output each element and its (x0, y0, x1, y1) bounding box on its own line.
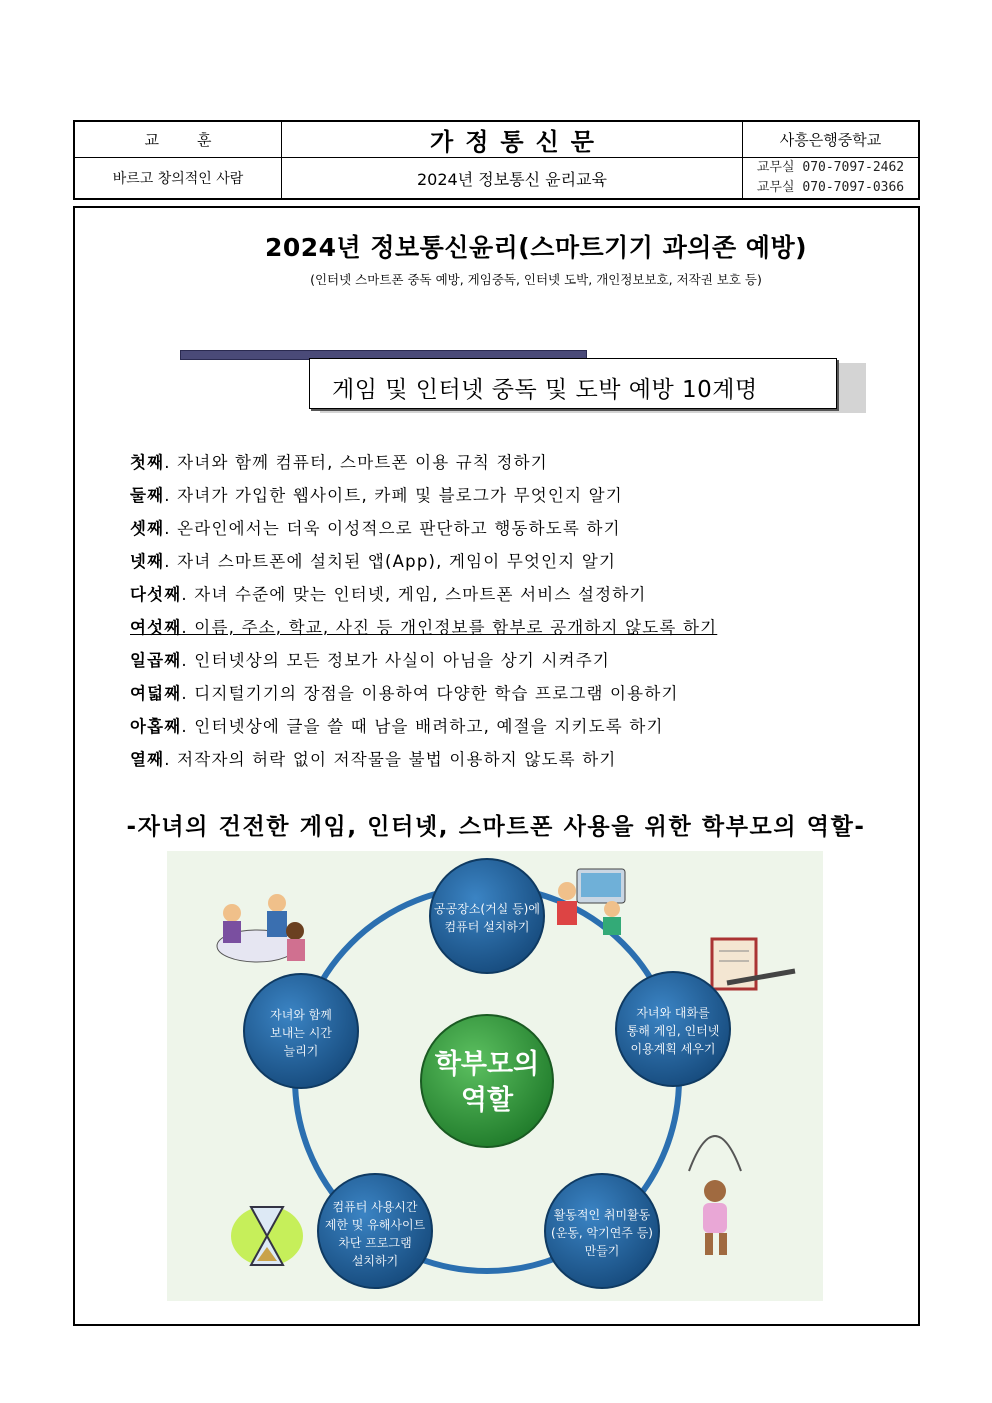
role-node (318, 1174, 432, 1288)
rule-ordinal: 다섯째 (130, 585, 182, 604)
rule-ordinal: 여섯째 (130, 618, 182, 637)
list-item (130, 648, 717, 681)
motto-label: 교훈 (144, 131, 250, 149)
list-item (130, 516, 717, 549)
node-label: 만들기 (584, 1244, 620, 1258)
contact-phones (743, 158, 918, 198)
newsletter-title: 가정통신문 (430, 128, 606, 156)
rule-text: . 이름, 주소, 학교, 사진 등 개인정보를 함부로 공개하지 않도록 하기 (181, 618, 718, 637)
rule-ordinal: 셋째 (130, 519, 165, 538)
list-item (130, 615, 717, 648)
document-title: 2024년 정보통신윤리(스마트기기 과의존 예방) (264, 233, 808, 262)
center-circle (421, 1015, 553, 1147)
rule-ordinal: 아홉째 (130, 717, 182, 736)
role-node (545, 1174, 659, 1288)
center-label: 학부모의 (434, 1049, 540, 1080)
rule-text: . 인터넷상의 모든 정보가 사실이 아님을 상기 시켜주기 (181, 651, 611, 670)
rule-text: . 자녀 스마트폰에 설치된 앱(App), 게임이 무엇인지 알기 (164, 552, 617, 571)
rule-ordinal: 일곱째 (130, 651, 182, 670)
role-node (616, 972, 730, 1086)
node-label: 자녀와 함께 (270, 1008, 332, 1022)
list-item (130, 450, 717, 483)
parent-role-diagram (167, 851, 823, 1301)
school-name: 사흥은행중학교 (779, 131, 882, 149)
list-item (130, 549, 717, 582)
hourglass-illustration (231, 1206, 303, 1266)
node-label: 자녀와 대화를 (636, 1006, 710, 1020)
role-node (430, 859, 544, 973)
role-node (244, 974, 358, 1088)
rule-ordinal: 여덟째 (130, 684, 182, 703)
node-label: (운동, 악기연주 등) (551, 1226, 653, 1240)
node-label: 활동적인 취미활동 (553, 1208, 651, 1222)
rule-text: . 저작자의 허락 없이 저작물을 불법 이용하지 않도록 하기 (164, 750, 617, 769)
node-label: 제한 및 유해사이트 (324, 1218, 426, 1232)
section-banner (309, 358, 837, 409)
role-section-title: -자녀의 건전한 게임, 인터넷, 스마트폰 사용을 위한 학부모의 역할- (126, 814, 866, 840)
rule-ordinal: 넷째 (130, 552, 165, 571)
node-label: 공공장소(거실 등)에 (434, 902, 540, 916)
rule-text: . 자녀 수준에 맞는 인터넷, 게임, 스마트폰 서비스 설정하기 (181, 585, 647, 604)
rule-text: . 자녀와 함께 컴퓨터, 스마트폰 이용 규칙 정하기 (164, 453, 548, 472)
node-label: 이용계획 세우기 (630, 1042, 716, 1056)
rule-ordinal: 열째 (130, 750, 165, 769)
phone-number: 교무실 070-7097-2462 (756, 160, 905, 175)
phone-number: 교무실 070-7097-0366 (756, 180, 905, 195)
document-subtitle: (인터넷 스마트폰 중독 예방, 게임중독, 인터넷 도박, 개인정보보호, 저작권 보호 등) (310, 272, 762, 287)
rules-list (130, 450, 717, 780)
header-table (73, 120, 920, 200)
node-label: 통해 게임, 인터넷 (626, 1024, 720, 1038)
node-label: 설치하기 (351, 1254, 399, 1268)
newsletter-subject: 2024년 정보통신 윤리교육 (417, 169, 607, 189)
list-item (130, 483, 717, 516)
list-item (130, 681, 717, 714)
rule-ordinal: 첫째 (130, 453, 165, 472)
list-item (130, 747, 717, 780)
list-item (130, 714, 717, 747)
banner-text: 게임 및 인터넷 중독 및 도박 예방 10계명 (332, 377, 758, 403)
rule-text: . 디지털기기의 장점을 이용하여 다양한 학습 프로그램 이용하기 (181, 684, 679, 703)
rule-ordinal: 둘째 (130, 486, 165, 505)
node-label: 차단 프로그램 (338, 1236, 412, 1250)
school-motto: 바르고 창의적인 사람 (112, 171, 244, 187)
list-item (130, 582, 717, 615)
node-label: 컴퓨터 설치하기 (444, 920, 530, 934)
rule-text: . 온라인에서는 더욱 이성적으로 판단하고 행동하도록 하기 (164, 519, 621, 538)
rule-text: . 자녀가 가입한 웹사이트, 카페 및 블로그가 무엇인지 알기 (164, 486, 623, 505)
center-label: 역할 (460, 1085, 514, 1116)
node-label: 컴퓨터 사용시간 (332, 1200, 418, 1214)
node-label: 늘리기 (283, 1044, 319, 1058)
node-label: 보내는 시간 (270, 1026, 332, 1040)
rule-text: . 인터넷상에 글을 쓸 때 남을 배려하고, 예절을 지키도록 하기 (181, 717, 664, 736)
